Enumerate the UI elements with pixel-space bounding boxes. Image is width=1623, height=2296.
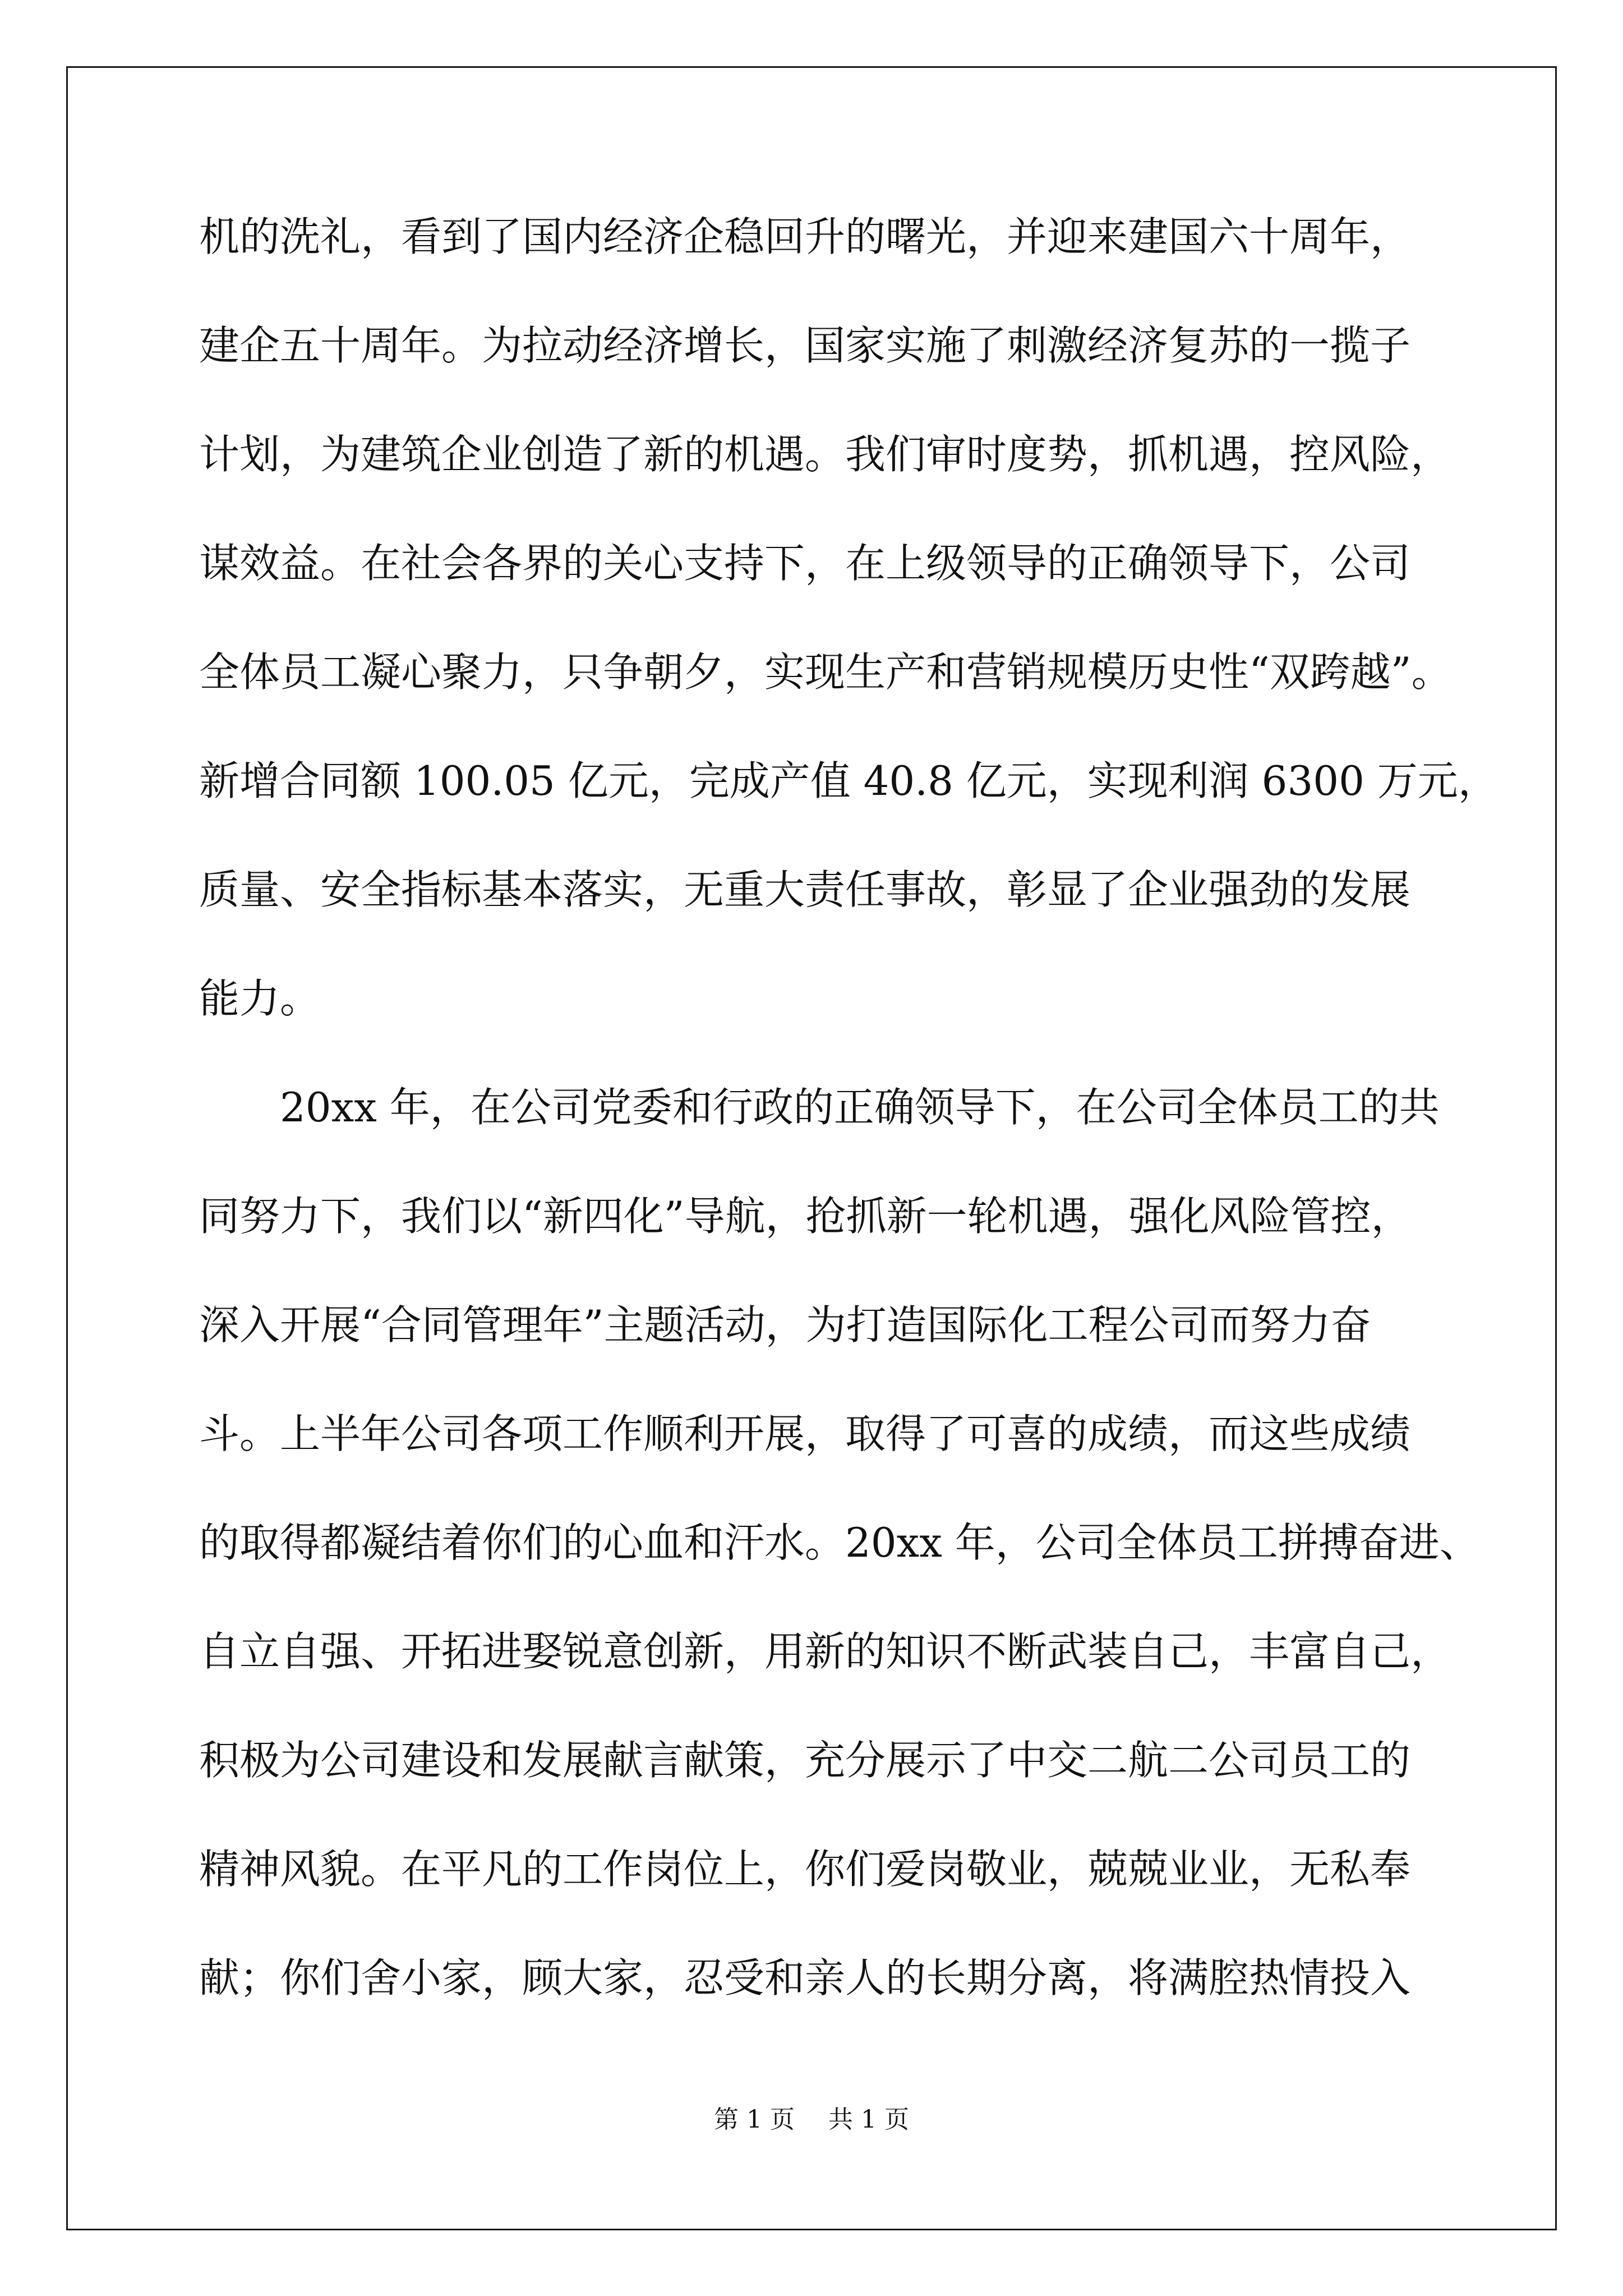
text-line: 斗。上半年公司各项工作顺利开展，取得了可喜的成绩，而这些成绩 — [199, 1410, 1411, 1457]
text-line: 献；你们舍小家，顾大家，忍受和亲人的长期分离，将满腔热情投入 — [199, 1954, 1411, 2001]
text-line: 谋效益。在社会各界的关心支持下，在上级领导的正确领导下，公司 — [199, 540, 1411, 587]
text-line: 新增合同额 100.05 亿元，完成产值 40.8 亿元，实现利润 6300 万元， — [199, 757, 1498, 804]
text-line: 的取得都凝结着你们的心血和汗水。20xx 年，公司全体员工拼搏奋进、 — [199, 1519, 1480, 1566]
paragraph-first-line: 20xx 年，在公司党委和行政的正确领导下，在公司全体员工的共 — [280, 1084, 1440, 1131]
text-line: 机的洗礼，看到了国内经济企稳回升的曙光，并迎来建国六十周年， — [199, 213, 1411, 260]
text-line: 建企五十周年。为拉动经济增长，国家实施了刺激经济复苏的一揽子 — [199, 322, 1411, 369]
text-line: 深入开展“合同管理年”主题活动，为打造国际化工程公司而努力奋 — [199, 1301, 1371, 1349]
text-line: 自立自强、开拓进娶锐意创新，用新的知识不断武装自己，丰富自己， — [199, 1628, 1451, 1675]
text-line: 精神风貌。在平凡的工作岗位上，你们爱岗敬业，兢兢业业，无私奉 — [199, 1846, 1411, 1893]
text-line: 积极为公司建设和发展献言献策，充分展示了中交二航二公司员工的 — [199, 1737, 1411, 1784]
text-line: 质量、安全指标基本落实，无重大责任事故，彰显了企业强劲的发展 — [199, 866, 1411, 913]
page-footer — [0, 2099, 1623, 2135]
text-line: 能力。 — [199, 975, 321, 1022]
text-line: 全体员工凝心聚力，只争朝夕，实现生产和营销规模历史性“双跨越”。 — [199, 648, 1452, 696]
document-body — [199, 209, 1498, 2059]
page-number: 第 1 页 — [714, 2105, 795, 2134]
text-line: 同努力下，我们以“新四化”导航，抢抓新一轮机遇，强化风险管控， — [199, 1193, 1412, 1240]
page-total: 共 1 页 — [828, 2105, 909, 2134]
text-line: 计划，为建筑企业创造了新的机遇。我们审时度势，抓机遇，控风险， — [199, 431, 1451, 478]
